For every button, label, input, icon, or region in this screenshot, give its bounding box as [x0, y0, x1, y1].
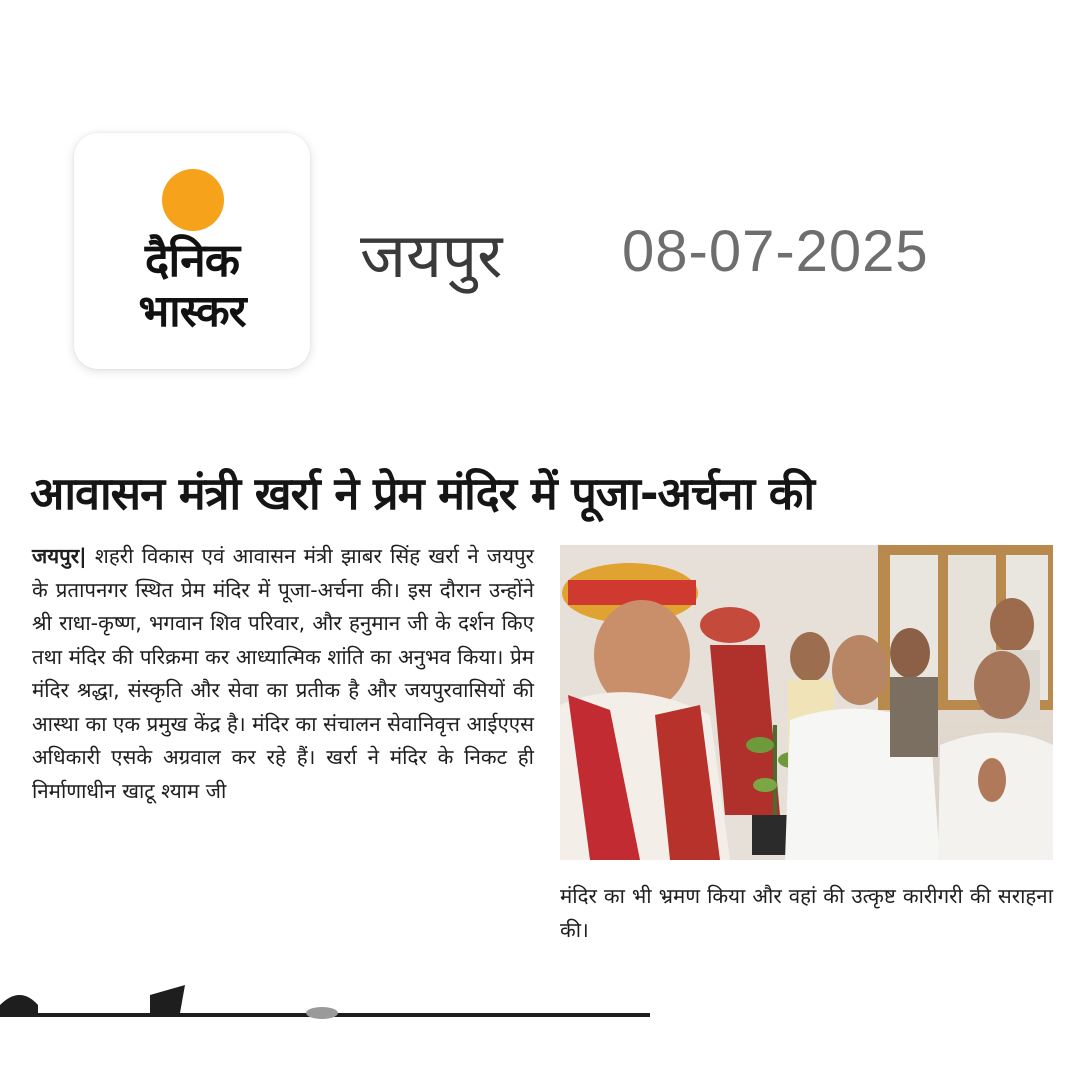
sun-icon [162, 169, 224, 231]
photo-continuation-text: मंदिर का भी भ्रमण किया और वहां की उत्कृष्ट कारीगरी की सराहना की। [560, 884, 1053, 942]
logo-text-line-1: दैनिक [144, 233, 240, 287]
edition-city: जयपुर [360, 219, 503, 292]
logo-text-line-2: भास्कर [138, 286, 246, 337]
article-body-text: शहरी विकास एवं आवासन मंत्री झाबर सिंह खर्रा ने जयपुर के प्रतापनगर स्थित प्रेम मंदिर में पूजा-अर्चना की। इस दौरान उन्होंने श्री राधा-कृष्ण, भगवान शिव परिवार, और हनुमान जी के दर्शन किए तथा मंदिर की परिक्रमा कर आध्यात्मिक शांति का अनुभव किया। प्रेम मंदिर श्रद्धा, संस्कृति और सेवा का प्रतीक है और जयपुरवासियों की आस्था का एक प्रमुख केंद्र है। मंदिर का संचालन सेवानिवृत्त आईएएस अधिकारी एसके अग्रवाल कर रहे हैं। खर्रा ने मंदिर के निकट ही निर्माणाधीन खाटू श्याम जी [32, 544, 534, 803]
newspaper-logo [74, 133, 310, 369]
cropped-next-article-fragment [0, 975, 1080, 1025]
article-photo [560, 545, 1053, 860]
edition-date: 08-07-2025 [622, 219, 929, 284]
article-headline: आवासन मंत्री खर्रा ने प्रेम मंदिर में पूजा-अर्चना की [30, 467, 815, 520]
article-dateline: जयपुर| [32, 544, 87, 568]
article-body [32, 540, 534, 808]
